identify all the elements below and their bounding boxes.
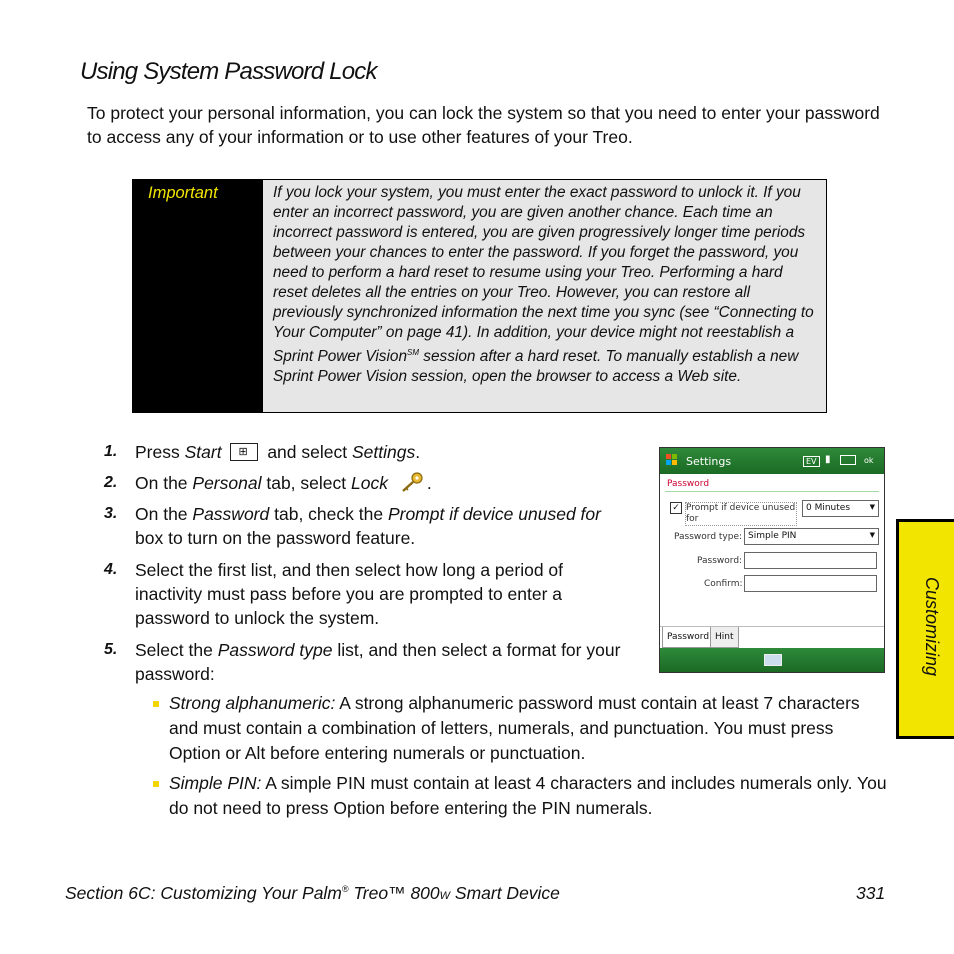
screenshot-window-title: Settings	[686, 455, 732, 468]
signal-icon: ▮	[825, 454, 831, 465]
important-label: Important	[133, 180, 263, 412]
lock-term: Lock	[350, 473, 388, 493]
important-text-part: If you lock your system, you must enter the exact password to unlock it. If you enter an incorrect password, you are given another chance. Each time an incorrect password is entered, you are given progressively longer time periods between your chances to enter the password. If you forget the password, you need to perform a hard reset to resume using your Treo. Performing a hard reset deletes all the entries on your Treo. However, you can restore all previously synchronized information the next time you sync (see “Connecting to Your Computer” on page 41). In addition, your device might not reestablish a Sprint Power Vision	[273, 184, 814, 366]
password-type-select[interactable]	[744, 528, 879, 545]
step-1	[104, 440, 644, 464]
minutes-value: 0 Minutes	[806, 503, 851, 513]
ok-button[interactable]: ok	[864, 456, 874, 465]
password-field-label: Password:	[697, 556, 743, 566]
password-type-value: Simple PIN	[748, 531, 797, 541]
step-3	[104, 502, 649, 550]
keyboard-icon[interactable]	[764, 654, 782, 666]
sm-mark: SM	[407, 348, 420, 357]
screenshot-tab-strip	[660, 626, 884, 649]
start-term: Start	[184, 442, 222, 462]
password-type-label: Password type:	[674, 532, 743, 542]
personal-term: Personal	[192, 473, 262, 493]
chapter-side-tab-label: Customizing	[922, 577, 942, 677]
password-input[interactable]	[744, 552, 877, 569]
step-text: tab, select	[261, 473, 351, 493]
password-type-term: Password type	[217, 640, 333, 660]
prompt-term: Prompt if device unused for	[387, 504, 601, 524]
bullet-term: Strong alphanumeric:	[169, 693, 336, 713]
step-text: box to turn on the password feature.	[135, 528, 416, 548]
bullet-text: A simple PIN must contain at least 4 characters and includes numerals only. You do not need to press Option before entering the PIN numerals.	[169, 773, 887, 818]
password-term: Password	[192, 504, 270, 524]
screenshot-bottom-bar	[660, 648, 884, 672]
step-number: 4.	[104, 561, 118, 578]
key-icon	[399, 471, 425, 493]
step-text: On the	[135, 473, 193, 493]
dropdown-arrow-icon: ▼	[869, 531, 875, 539]
chapter-side-tab	[896, 519, 954, 739]
step-4	[104, 558, 624, 630]
confirm-input[interactable]	[744, 575, 877, 592]
footer-model-suffix: W	[439, 890, 451, 902]
step-text: .	[415, 442, 421, 462]
page-number: 331	[856, 883, 886, 903]
step-text: Press	[135, 442, 185, 462]
ev-status-badge: EV	[803, 456, 820, 467]
screenshot-title-bar	[660, 448, 884, 474]
password-settings-screenshot	[659, 447, 885, 673]
bullet-strong-alphanumeric	[153, 691, 889, 766]
battery-icon	[840, 455, 856, 465]
tab-hint[interactable]: Hint	[710, 627, 739, 648]
intro-paragraph: To protect your personal information, you can lock the system so that you need to enter your password to access any of your information or to use other features of your Treo.	[87, 103, 880, 147]
bullet-marker	[153, 701, 159, 707]
footer-reg-mark: ®	[341, 884, 349, 895]
step-text: Select the first list, and then select how long a period of inactivity must pass before you are prompted to enter a password to unlock the system.	[135, 560, 564, 628]
prompt-label: Prompt if device unused for	[686, 503, 796, 524]
step-5	[104, 638, 634, 686]
important-note-box	[132, 179, 827, 413]
bullet-text: A strong alphanumeric password must contain at least 7 characters and must contain a combination of letters, numerals, and punctuation. You must press Option or Alt before entering numerals or punctuation.	[169, 693, 860, 763]
step-text: and select	[267, 442, 352, 462]
important-text-part: session after a hard reset. To manually establish a new Sprint Power Vision session, open the browser to access a Web site.	[273, 348, 799, 386]
step-text: list, and then select a format for your password:	[135, 640, 621, 684]
important-text	[263, 180, 826, 412]
footer-text: Smart Device	[450, 883, 560, 903]
minutes-select[interactable]	[802, 500, 879, 517]
bullet-marker	[153, 781, 159, 787]
step-number: 3.	[104, 505, 118, 522]
bullet-simple-pin	[153, 771, 889, 821]
start-icon: ⊞	[230, 443, 258, 461]
page-title: Using System Password Lock	[80, 58, 377, 85]
step-text: .	[426, 473, 432, 493]
footer-text: Section 6C: Customizing Your Palm	[65, 883, 342, 903]
step-text: On the	[135, 504, 193, 524]
prompt-checkbox[interactable]: ✓	[670, 502, 682, 514]
section-divider	[665, 491, 879, 492]
step-text: tab, check the	[269, 504, 388, 524]
step-number: 5.	[104, 641, 118, 658]
step-number: 2.	[104, 474, 118, 491]
screenshot-section-title: Password	[667, 479, 710, 489]
tab-password[interactable]: Password	[662, 627, 714, 648]
step-number: 1.	[104, 443, 118, 460]
bullet-term: Simple PIN:	[169, 773, 262, 793]
settings-term: Settings	[351, 442, 416, 462]
dropdown-arrow-icon: ▼	[869, 503, 875, 511]
footer-section-title	[65, 883, 560, 904]
step-2	[104, 471, 644, 495]
confirm-field-label: Confirm:	[704, 579, 743, 589]
step-text: Select the	[135, 640, 218, 660]
footer-text: Treo™ 800	[348, 883, 440, 903]
windows-flag-icon	[666, 454, 678, 466]
